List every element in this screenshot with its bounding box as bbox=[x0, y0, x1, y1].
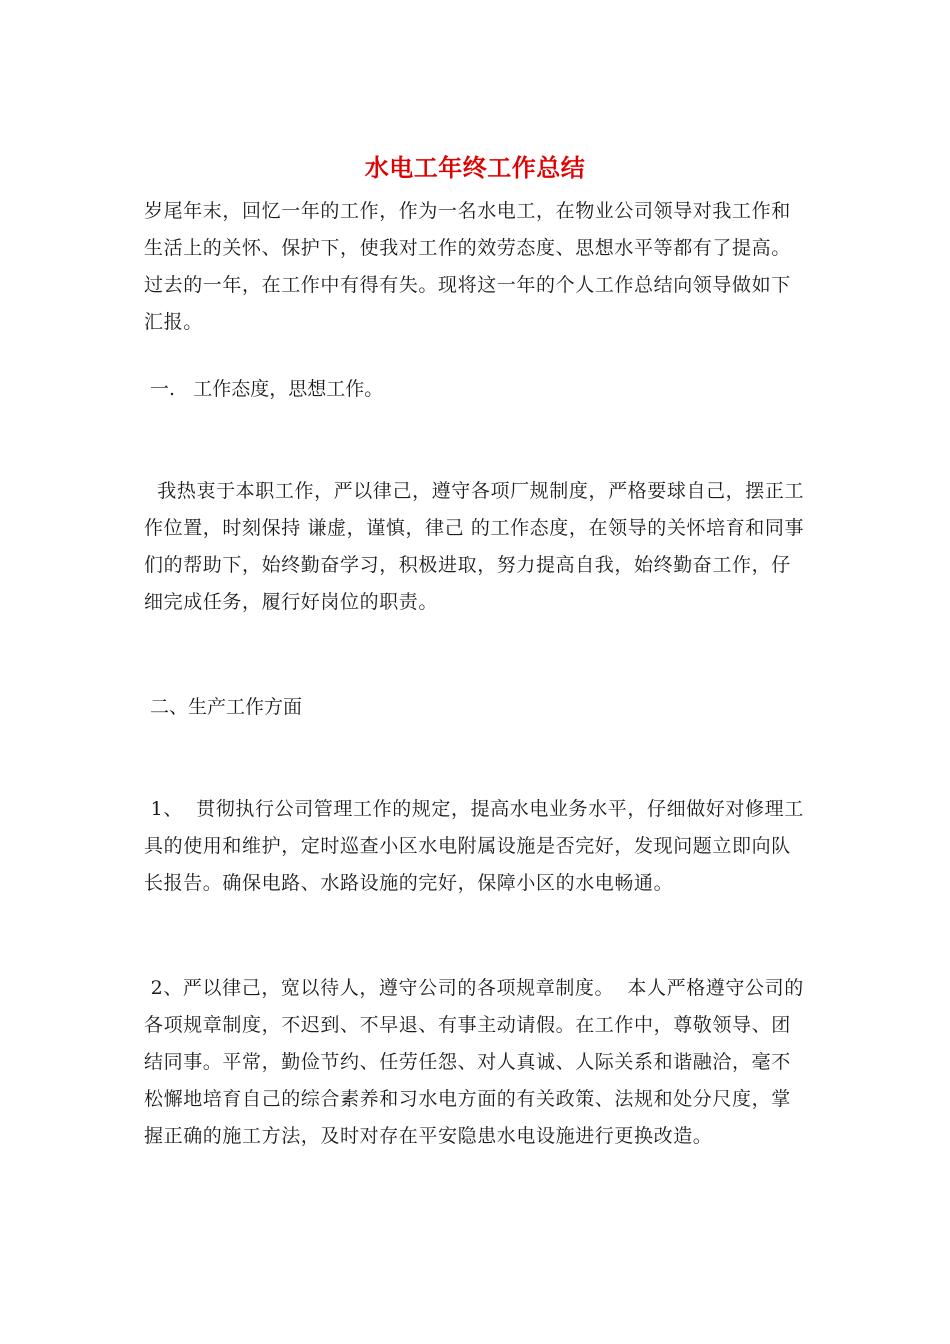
list-item-1: 1、 贯彻执行公司管理工作的规定，提高水电业务水平，仔细做好对修理工具的使用和维护，定时巡查小区水电附属设施是否完好，发现问题立即向队长报告。确保电路、水路设施的完好，保障小区的水电畅通。 bbox=[144, 798, 804, 894]
document-title: 水电工年终工作总结 bbox=[364, 153, 586, 182]
section-heading-production: 二、生产工作方面 bbox=[144, 696, 303, 718]
section-body-attitude: 我热衷于本职工作，严以律己，遵守各项厂规制度，严格要球自己，摆正工作位置，时刻保持 谦虚，谨慎，律己 的工作态度，在领导的关怀培育和同事们的帮助下，始终勤奋学习，积极进取，努力提高自我，始终勤奋工作，仔细完成任务，履行好岗位的职责。 bbox=[144, 480, 805, 613]
section-heading-attitude: 一. 工作态度，思想工作。 bbox=[144, 378, 384, 400]
intro-paragraph: 岁尾年末，回忆一年的工作，作为一名水电工，在物业公司领导对我工作和生活上的关怀、保护下，使我对工作的效劳态度、思想水平等都有了提高。过去的一年，在工作中有得有失。现将这一年的个人工作总结向领导做如下汇报。 bbox=[144, 200, 791, 333]
list-item-2: 2、严以律己，宽以待人，遵守公司的各项规章制度。 本人严格遵守公司的各项规章制度，不迟到、不早退、有事主动请假。在工作中，尊敬领导、团结同事。平常，勤俭节约、任劳任怨、对人真诚、人际关系和谐融洽，毫不松懈地培育自己的综合素养和习水电方面的有关政策、法规和处分尺度，掌握正确的施工方法，及时对存在平安隐患水电设施进行更换改造。 bbox=[144, 977, 804, 1147]
